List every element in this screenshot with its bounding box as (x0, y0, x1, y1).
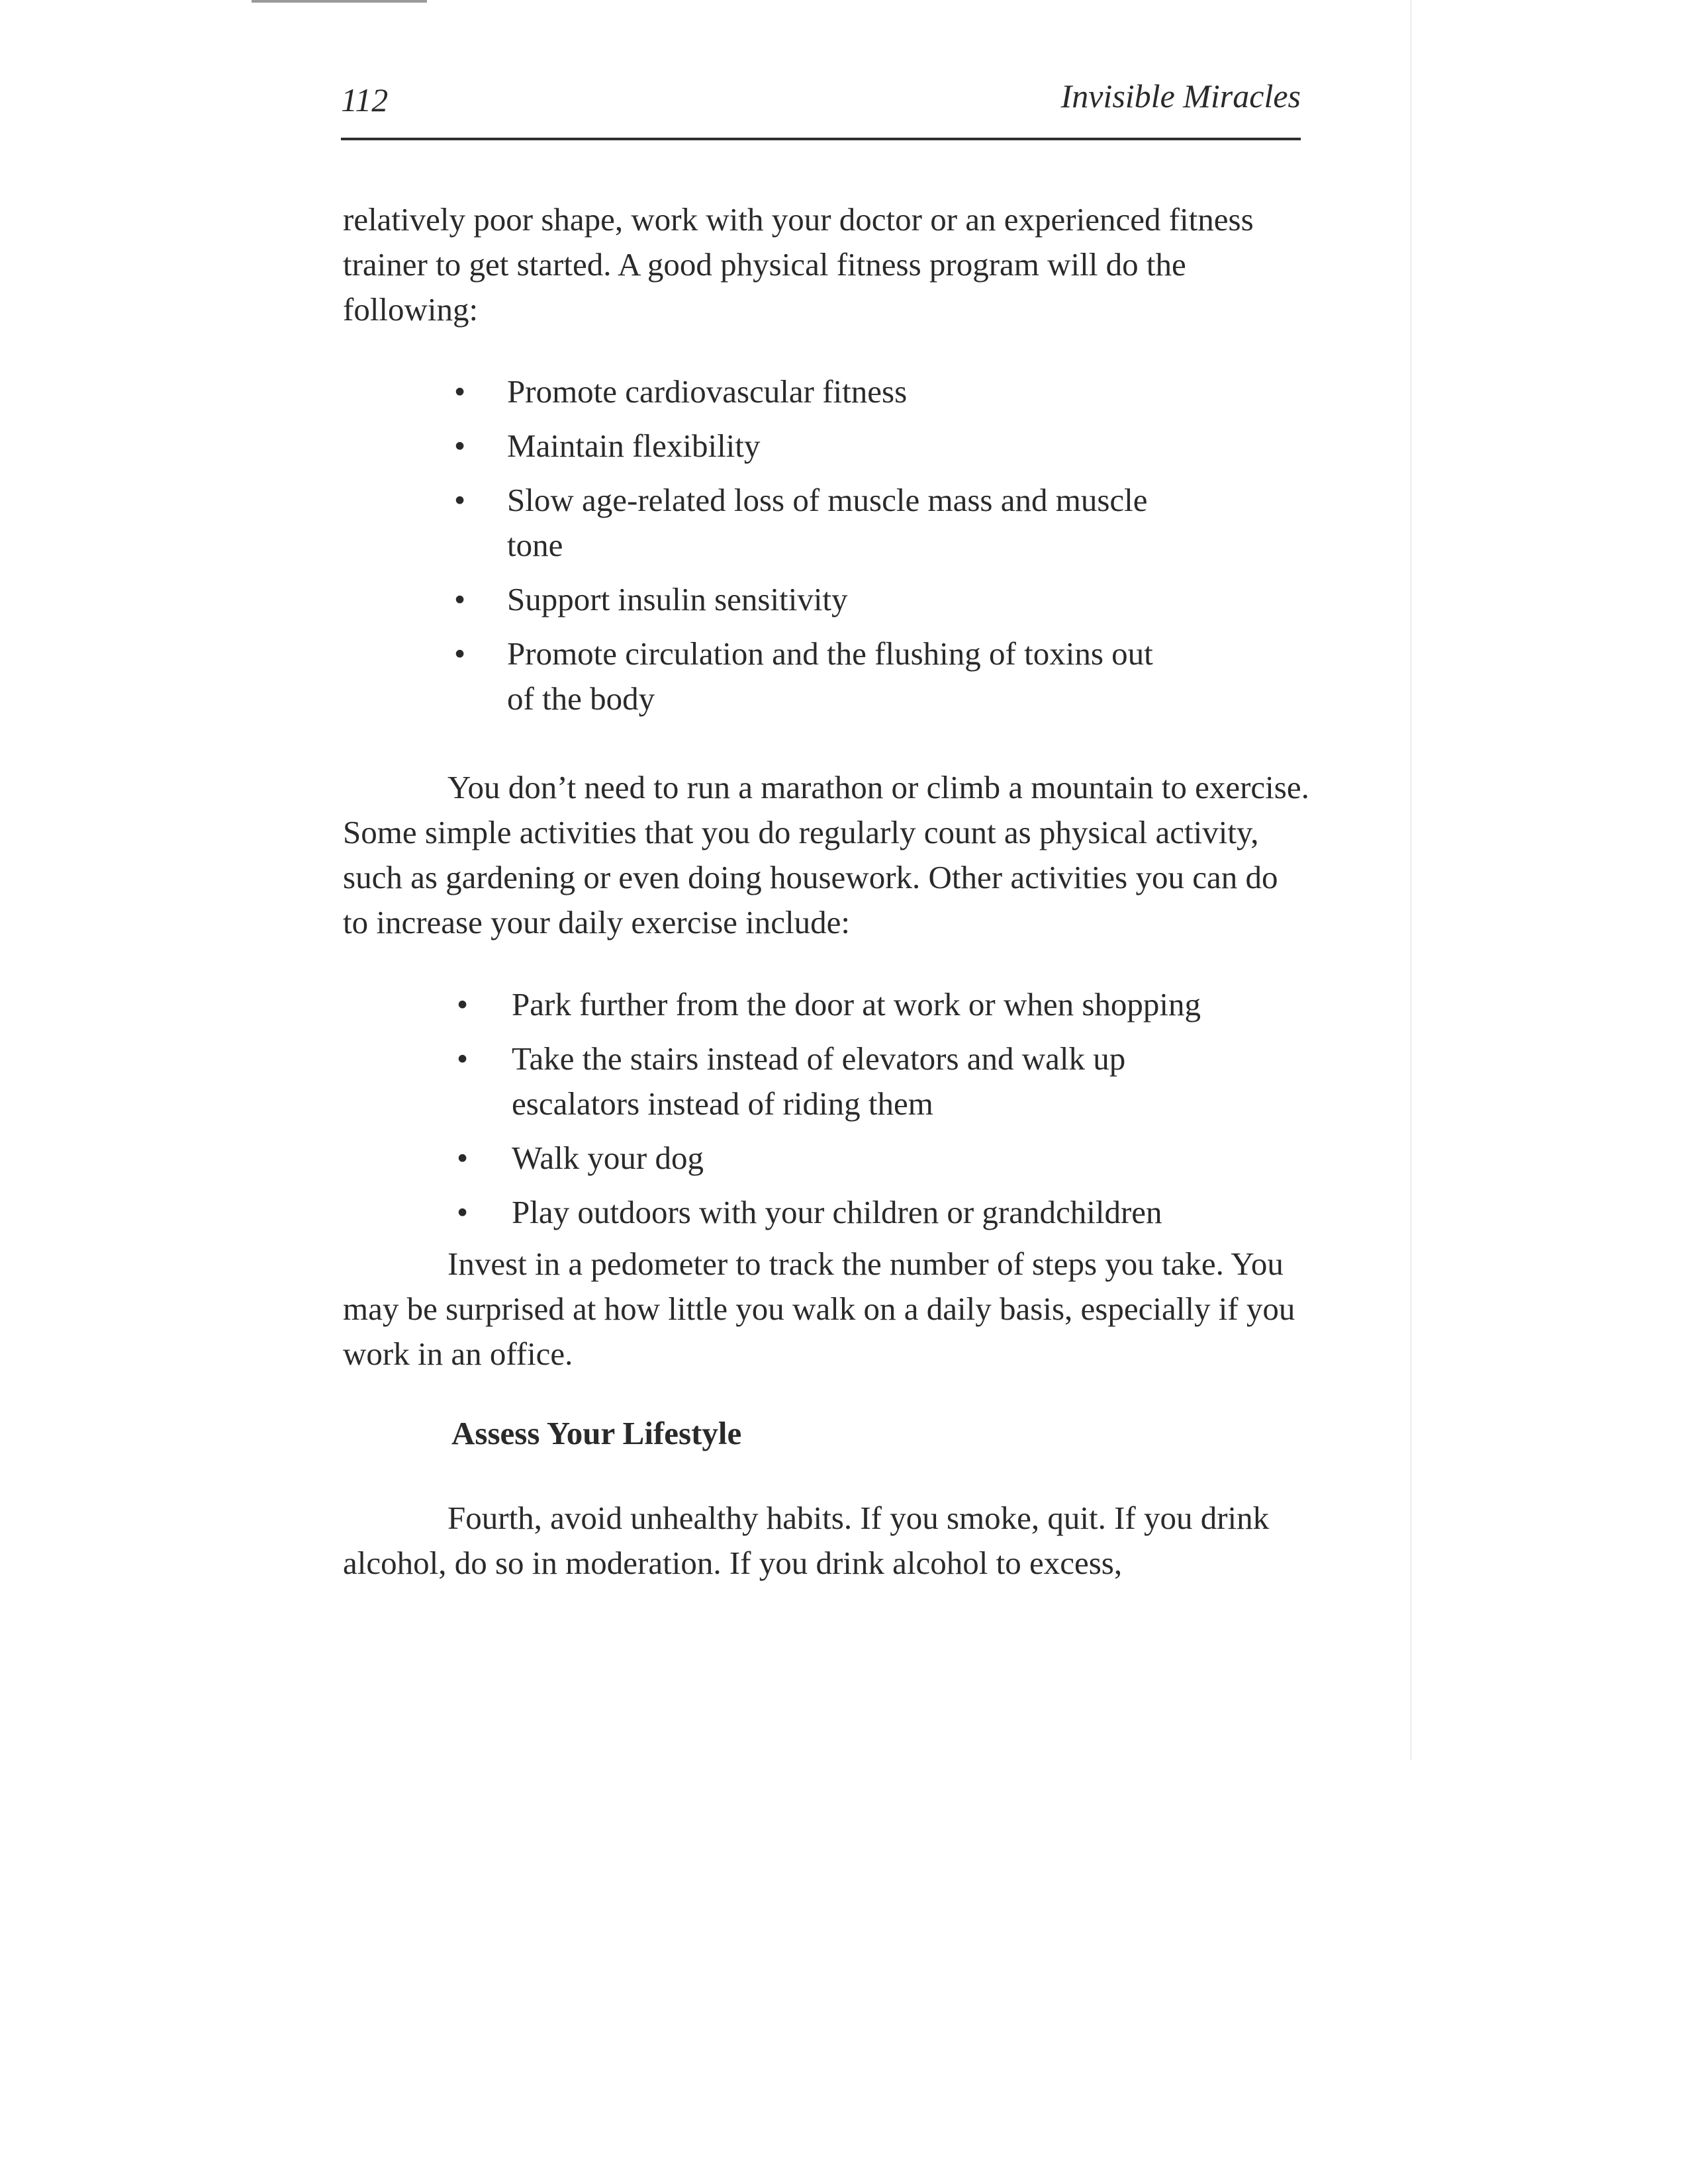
list-item-text: Promote cardiovascular fitness (507, 373, 908, 410)
list-item (343, 631, 1169, 721)
list-item (343, 1036, 1240, 1126)
benefits-list (343, 369, 1309, 721)
list-item-text: Walk your dog (512, 1140, 704, 1176)
section-heading: Assess Your Lifestyle (451, 1415, 742, 1451)
habits-paragraph: Fourth, avoid unhealthy habits. If you smoke, quit. If you drink alcohol, do so in moderation. If you drink alcohol to excess, (343, 1500, 1270, 1581)
bullet-icon: • (454, 482, 466, 518)
list-item (343, 478, 1169, 568)
list-item-text: Slow age-related loss of muscle mass and muscle tone (507, 482, 1148, 563)
bullet-icon: • (454, 373, 466, 410)
list-item (343, 369, 1169, 414)
bullet-icon: • (457, 1140, 469, 1176)
list-item-text: Maintain flexibility (507, 428, 761, 464)
bullet-icon: • (454, 581, 466, 617)
running-header (341, 78, 1301, 140)
pedometer-paragraph: Invest in a pedometer to track the number of steps you take. You may be surprised at how little you walk on a daily basis, especially if you work in an office. (343, 1246, 1295, 1372)
bullet-icon: • (457, 1040, 469, 1077)
bullet-icon: • (457, 1194, 469, 1230)
exercise-paragraph: You don’t need to run a marathon or climb a mountain to exercise. Some simple activities that you do regularly count as physical activity, such as gardening or even doing housework. Other activities you can do to increase your daily exercise include: (343, 769, 1309, 940)
list-item-text: Park further from the door at work or when shopping (512, 986, 1201, 1023)
list-item (343, 577, 1169, 622)
list-item (343, 1190, 1240, 1235)
page-body (343, 197, 1309, 1586)
list-item-text: Support insulin sensitivity (507, 581, 848, 617)
intro-paragraph: relatively poor shape, work with your doctor or an experienced fitness trainer to get started. A good physical fitness program will do the following: (343, 201, 1254, 328)
bullet-icon: • (454, 428, 466, 464)
scan-edge-mark (252, 0, 427, 3)
activities-list (343, 982, 1309, 1235)
list-item-text: Play outdoors with your children or grandchildren (512, 1194, 1162, 1230)
list-item-text: Take the stairs instead of elevators and walk up escalators instead of riding them (512, 1040, 1126, 1122)
bullet-icon: • (457, 986, 469, 1023)
page-edge-shadow (1410, 0, 1412, 1760)
list-item (343, 982, 1240, 1027)
list-item (343, 424, 1169, 469)
list-item (343, 1136, 1240, 1181)
bullet-icon: • (454, 635, 466, 672)
book-title: Invisible Miracles (1060, 77, 1301, 114)
page-number: 112 (341, 81, 389, 118)
list-item-text: Promote circulation and the flushing of toxins out of the body (507, 635, 1153, 717)
